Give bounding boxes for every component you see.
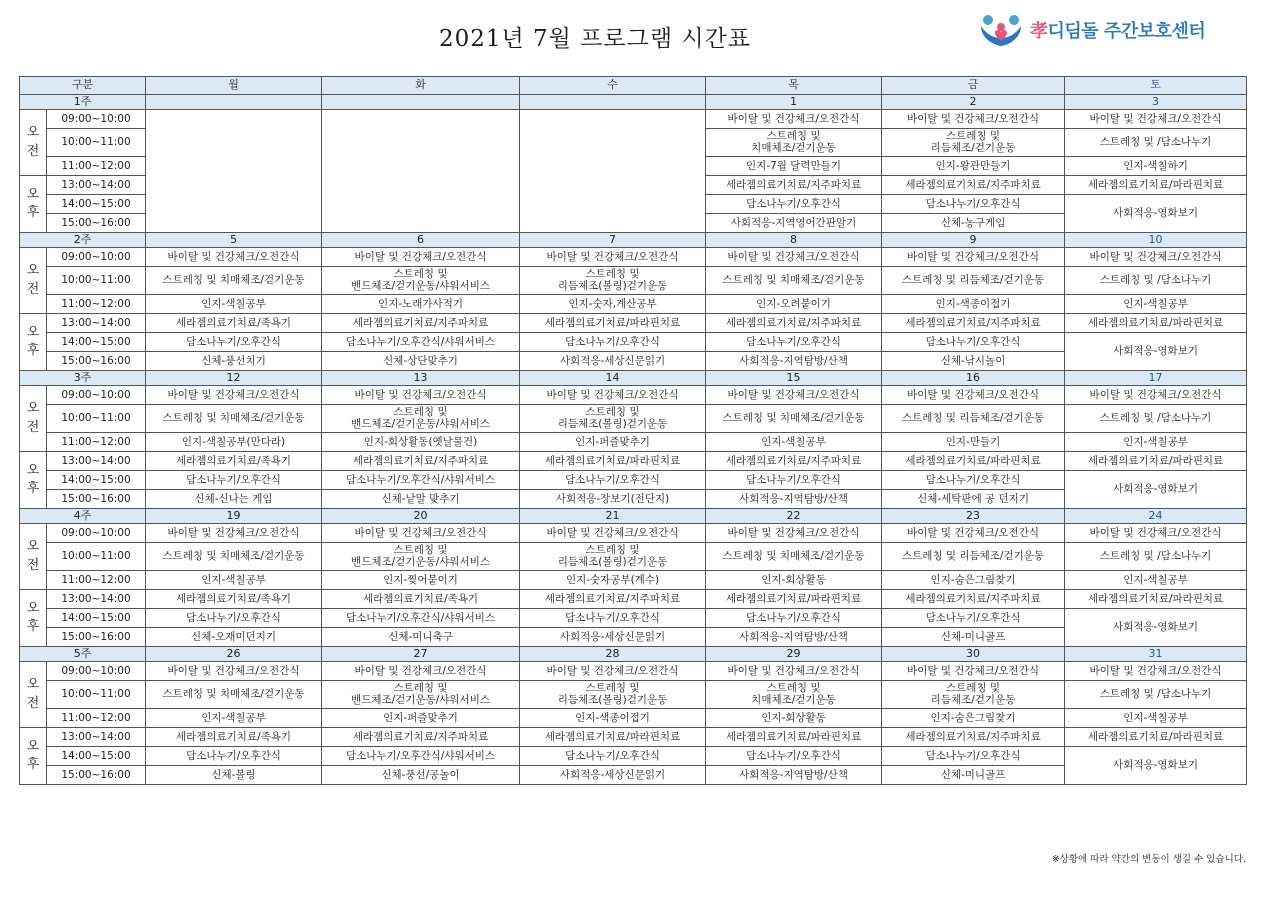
activity-cell: 담소나누기/오후간식 [882,195,1065,214]
week-row [20,371,1247,386]
am-label: 오 전 [20,248,47,314]
week-row [20,95,1247,110]
slot-row [20,590,1247,609]
header-day: 수 [520,77,706,95]
activity-cell: 인지-숨은그림찾기 [882,709,1065,728]
activity-cell: 인지-왕관만들기 [882,157,1065,176]
pm-label: 오 후 [20,590,47,647]
slot-row [20,709,1247,728]
time-slot: 15:00~16:00 [47,766,146,785]
time-slot: 13:00~14:00 [47,728,146,747]
activity-cell: 사회적응-영화보기 [1065,195,1247,233]
activity-cell: 세라젬의료기치료/지주파치료 [882,176,1065,195]
time-slot: 10:00~11:00 [47,267,146,295]
date-cell: 16 [882,371,1065,386]
activity-cell: 바이탈 및 건강체크/오전간식 [520,386,706,405]
header-day: 금 [882,77,1065,95]
time-slot: 15:00~16:00 [47,628,146,647]
activity-cell: 바이탈 및 건강체크/오전간식 [706,662,882,681]
week-label: 2주 [20,233,146,248]
activity-cell: 신체-낚시놀이 [882,352,1065,371]
activity-cell: 스트레칭 및 치매체조/걷기운동 [146,405,322,433]
activity-cell: 사회적응-장보기(전단지) [520,490,706,509]
slot-row [20,543,1247,571]
family-heart-icon [978,13,1024,47]
activity-cell: 바이탈 및 건강체크/오전간식 [146,662,322,681]
activity-cell: 바이탈 및 건강체크/오전간식 [706,524,882,543]
activity-cell: 신체-농구게임 [882,214,1065,233]
time-slot: 11:00~12:00 [47,433,146,452]
activity-cell: 인지-회상활동(옛날물건) [322,433,520,452]
activity-cell: 세라젬의료기치료/파라핀치료 [706,590,882,609]
activity-cell: 스트레칭 및 밴드체조/걷기운동/샤워서비스 [322,267,520,295]
activity-cell: 신체-낱말 맞추기 [322,490,520,509]
empty-cell [146,110,322,233]
activity-cell: 담소나누기/오후간식 [520,609,706,628]
time-slot: 14:00~15:00 [47,747,146,766]
activity-cell: 세라젬의료기치료/파라핀치료 [1065,314,1247,333]
activity-cell: 바이탈 및 건강체크/오전간식 [520,662,706,681]
activity-cell: 세라젬의료기치료/파라핀치료 [1065,176,1247,195]
activity-cell: 바이탈 및 건강체크/오전간식 [322,524,520,543]
slot-row [20,471,1247,490]
activity-cell: 스트레칭 및 치매체조/걷기운동 [706,129,882,157]
activity-cell: 담소나누기/오후간식/샤워서비스 [322,333,520,352]
activity-cell: 스트레칭 및 리듬체조(볼링)걷기운동 [520,543,706,571]
activity-cell: 스트레칭 및 치매체조/걷기운동 [706,681,882,709]
activity-cell: 인지-7월 달력만들기 [706,157,882,176]
activity-cell: 바이탈 및 건강체크/오전간식 [322,386,520,405]
date-cell: 17 [1065,371,1247,386]
am-label: 오 전 [20,524,47,590]
activity-cell: 스트레칭 및 치매체조/걷기운동 [706,405,882,433]
activity-cell: 바이탈 및 건강체크/오전간식 [520,524,706,543]
date-cell: 3 [1065,95,1247,110]
week-row [20,233,1247,248]
header-day: 월 [146,77,322,95]
time-slot: 14:00~15:00 [47,609,146,628]
time-slot: 11:00~12:00 [47,295,146,314]
date-cell: 30 [882,647,1065,662]
activity-cell: 사회적응-영화보기 [1065,609,1247,647]
activity-cell: 스트레칭 및 리듬체조/걷기운동 [882,129,1065,157]
activity-cell: 인지-회상활동 [706,709,882,728]
activity-cell: 인지-색칠공부 [1065,709,1247,728]
activity-cell: 신체-오재미던지기 [146,628,322,647]
activity-cell: 바이탈 및 건강체크/오전간식 [706,386,882,405]
activity-cell: 신체-볼링 [146,766,322,785]
activity-cell: 담소나누기/오후간식 [882,471,1065,490]
activity-cell: 인지-회상활동 [706,571,882,590]
activity-cell: 세라젬의료기치료/파라핀치료 [1065,590,1247,609]
time-slot: 13:00~14:00 [47,590,146,609]
activity-cell: 스트레칭 및 리듬체조/걷기운동 [882,405,1065,433]
am-label: 오 전 [20,110,47,176]
logo-hyo-char: 孝 [1030,21,1048,42]
activity-cell: 바이탈 및 건강체크/오전간식 [882,524,1065,543]
date-cell: 12 [146,371,322,386]
pm-label: 오 후 [20,728,47,785]
activity-cell: 세라젬의료기치료/족욕기 [146,452,322,471]
slot-row [20,452,1247,471]
date-cell: 24 [1065,509,1247,524]
activity-cell: 바이탈 및 건강체크/오전간식 [146,386,322,405]
activity-cell: 바이탈 및 건강체크/오전간식 [882,248,1065,267]
empty-cell [322,110,520,233]
slot-row [20,662,1247,681]
activity-cell: 세라젬의료기치료/파라핀치료 [1065,728,1247,747]
activity-cell: 바이탈 및 건강체크/오전간식 [1065,386,1247,405]
activity-cell: 바이탈 및 건강체크/오전간식 [520,248,706,267]
activity-cell: 스트레칭 및 치매체조/걷기운동 [706,267,882,295]
activity-cell: 인지-오려붙이기 [706,295,882,314]
slot-row [20,248,1247,267]
time-slot: 09:00~10:00 [47,662,146,681]
slot-row [20,110,1247,129]
activity-cell: 인지-숨은그림찾기 [882,571,1065,590]
time-slot: 09:00~10:00 [47,524,146,543]
activity-cell: 담소나누기/오후간식/샤워서비스 [322,747,520,766]
header-day: 화 [322,77,520,95]
activity-cell: 스트레칭 및 /담소나누기 [1065,405,1247,433]
time-slot: 10:00~11:00 [47,681,146,709]
activity-cell: 스트레칭 및 /담소나누기 [1065,129,1247,157]
activity-cell: 세라젬의료기치료/지주파치료 [322,452,520,471]
date-cell [146,95,322,110]
date-cell: 23 [882,509,1065,524]
activity-cell: 세라젬의료기치료/지주파치료 [882,728,1065,747]
activity-cell: 바이탈 및 건강체크/오전간식 [322,662,520,681]
activity-cell: 스트레칭 및 리듬체조/걷기운동 [882,543,1065,571]
activity-cell: 스트레칭 및 리듬체조/걷기운동 [882,267,1065,295]
activity-cell: 세라젬의료기치료/족욕기 [146,590,322,609]
date-cell: 1 [706,95,882,110]
activity-cell: 사회적응-지역영어간판알기 [706,214,882,233]
week-label: 4주 [20,509,146,524]
activity-cell: 담소나누기/오후간식 [146,471,322,490]
activity-cell: 세라젬의료기치료/지주파치료 [882,314,1065,333]
time-slot: 09:00~10:00 [47,110,146,129]
activity-cell: 바이탈 및 건강체크/오전간식 [882,110,1065,129]
header-day: 목 [706,77,882,95]
date-cell: 19 [146,509,322,524]
activity-cell: 인지-숫자공부(계수) [520,571,706,590]
activity-cell: 담소나누기/오후간식 [706,471,882,490]
activity-cell: 세라젬의료기치료/지주파치료 [882,590,1065,609]
activity-cell: 스트레칭 및 리듬체조(볼링)걷기운동 [520,405,706,433]
activity-cell: 담소나누기/오후간식 [146,333,322,352]
activity-cell: 인지-퍼즐맞추기 [520,433,706,452]
activity-cell: 담소나누기/오후간식 [706,747,882,766]
activity-cell: 사회적응-지역탐방/산책 [706,352,882,371]
slot-row [20,747,1247,766]
slot-row [20,728,1247,747]
activity-cell: 신체-미니축구 [322,628,520,647]
slot-row [20,681,1247,709]
activity-cell: 세라젬의료기치료/지주파치료 [706,314,882,333]
schedule-table [19,76,1247,785]
slot-row [20,333,1247,352]
date-cell: 31 [1065,647,1247,662]
activity-cell: 스트레칭 및 치매체조/걷기운동 [146,267,322,295]
activity-cell: 스트레칭 및 /담소나누기 [1065,267,1247,295]
activity-cell: 인지-색칠공부 [146,295,322,314]
center-logo [978,10,1258,50]
slot-row [20,352,1247,371]
activity-cell: 스트레칭 및 밴드체조/걷기운동/샤워서비스 [322,681,520,709]
activity-cell: 담소나누기/오후간식 [520,747,706,766]
slot-row [20,524,1247,543]
date-cell: 20 [322,509,520,524]
time-slot: 13:00~14:00 [47,176,146,195]
activity-cell: 담소나누기/오후간식 [520,333,706,352]
activity-cell: 인지-색칠하기 [1065,157,1247,176]
slot-row [20,405,1247,433]
date-cell: 14 [520,371,706,386]
date-cell: 21 [520,509,706,524]
activity-cell: 신체-미니골프 [882,766,1065,785]
activity-cell: 바이탈 및 건강체크/오전간식 [1065,110,1247,129]
week-row [20,647,1247,662]
activity-cell: 인지-색칠공부 [1065,433,1247,452]
activity-cell: 담소나누기/오후간식/샤워서비스 [322,609,520,628]
slot-row [20,267,1247,295]
activity-cell: 인지-숫자,계산공부 [520,295,706,314]
activity-cell: 인지-퍼즐맞추기 [322,709,520,728]
activity-cell: 담소나누기/오후간식 [146,747,322,766]
date-cell: 29 [706,647,882,662]
activity-cell: 담소나누기/오후간식 [882,747,1065,766]
activity-cell: 신체-신나는 게임 [146,490,322,509]
slot-row [20,490,1247,509]
time-slot: 15:00~16:00 [47,352,146,371]
activity-cell: 담소나누기/오후간식 [882,609,1065,628]
header-row [20,77,1247,95]
time-slot: 13:00~14:00 [47,314,146,333]
activity-cell: 스트레칭 및 밴드체조/걷기운동/샤워서비스 [322,405,520,433]
date-cell: 2 [882,95,1065,110]
activity-cell: 사회적응-영화보기 [1065,747,1247,785]
date-cell: 5 [146,233,322,248]
activity-cell: 스트레칭 및 밴드체조/걷기운동/샤워서비스 [322,543,520,571]
week-row [20,509,1247,524]
activity-cell: 신체-풍선/공놀이 [322,766,520,785]
activity-cell: 사회적응-세상신문읽기 [520,766,706,785]
activity-cell: 스트레칭 및 치매체조/걷기운동 [146,543,322,571]
time-slot: 11:00~12:00 [47,709,146,728]
activity-cell: 바이탈 및 건강체크/오전간식 [882,386,1065,405]
activity-cell: 세라젬의료기치료/지주파치료 [520,590,706,609]
activity-cell: 신체-상단맞추기 [322,352,520,371]
activity-cell: 인지-색칠공부 [146,709,322,728]
activity-cell: 스트레칭 및 /담소나누기 [1065,681,1247,709]
activity-cell: 바이탈 및 건강체크/오전간식 [706,110,882,129]
activity-cell: 세라젬의료기치료/파라핀치료 [882,452,1065,471]
activity-cell: 세라젬의료기치료/파라핀치료 [520,452,706,471]
header-gubun: 구분 [20,77,146,95]
activity-cell: 인지-색종이접기 [882,295,1065,314]
date-cell [322,95,520,110]
page-title: 2021년 7월 프로그램 시간표 [438,26,752,52]
time-slot: 11:00~12:00 [47,157,146,176]
pm-label: 오 후 [20,452,47,509]
activity-cell: 스트레칭 및 리듬체조(볼링)걷기운동 [520,267,706,295]
empty-cell [520,110,706,233]
activity-cell: 담소나누기/오후간식 [706,333,882,352]
activity-cell: 인지-만들기 [882,433,1065,452]
activity-cell: 세라젬의료기치료/족욕기 [146,314,322,333]
activity-cell: 사회적응-영화보기 [1065,471,1247,509]
activity-cell: 스트레칭 및 치매체조/걷기운동 [146,681,322,709]
pm-label: 오 후 [20,176,47,233]
time-slot: 13:00~14:00 [47,452,146,471]
activity-cell: 세라젬의료기치료/파라핀치료 [1065,452,1247,471]
slot-row [20,628,1247,647]
time-slot: 14:00~15:00 [47,333,146,352]
activity-cell: 신체-풍선치기 [146,352,322,371]
slot-row [20,314,1247,333]
logo-text [1030,17,1205,43]
week-label: 3주 [20,371,146,386]
slot-row [20,609,1247,628]
activity-cell: 바이탈 및 건강체크/오전간식 [1065,248,1247,267]
date-cell: 8 [706,233,882,248]
am-label: 오 전 [20,386,47,452]
activity-cell: 담소나누기/오후간식/샤워서비스 [322,471,520,490]
activity-cell: 담소나누기/오후간식 [520,471,706,490]
activity-cell: 바이탈 및 건강체크/오전간식 [146,524,322,543]
date-cell: 10 [1065,233,1247,248]
activity-cell: 사회적응-지역탐방/산책 [706,766,882,785]
time-slot: 10:00~11:00 [47,405,146,433]
activity-cell: 세라젬의료기치료/파라핀치료 [520,314,706,333]
activity-cell: 바이탈 및 건강체크/오전간식 [882,662,1065,681]
activity-cell: 신체-세탁판에 공 던지기 [882,490,1065,509]
activity-cell: 바이탈 및 건강체크/오전간식 [322,248,520,267]
time-slot: 15:00~16:00 [47,490,146,509]
date-cell: 7 [520,233,706,248]
activity-cell: 담소나누기/오후간식 [146,609,322,628]
activity-cell: 세라젬의료기치료/지주파치료 [322,728,520,747]
activity-cell: 스트레칭 및 리듬체조(볼링)걷기운동 [520,681,706,709]
activity-cell: 세라젬의료기치료/지주파치료 [706,176,882,195]
activity-cell: 인지-색칠공부(만다라) [146,433,322,452]
activity-cell: 바이탈 및 건강체크/오전간식 [146,248,322,267]
activity-cell: 바이탈 및 건강체크/오전간식 [1065,662,1247,681]
activity-cell: 인지-색종이접기 [520,709,706,728]
date-cell: 13 [322,371,520,386]
pm-label: 오 후 [20,314,47,371]
activity-cell: 스트레칭 및 리듬체조/걷기운동 [882,681,1065,709]
am-label: 오 전 [20,662,47,728]
slot-row [20,766,1247,785]
activity-cell: 세라젬의료기치료/지주파치료 [322,314,520,333]
activity-cell: 사회적응-세상신문읽기 [520,628,706,647]
slot-row [20,433,1247,452]
activity-cell: 세라젬의료기치료/족욕기 [146,728,322,747]
header-day: 토 [1065,77,1247,95]
activity-cell: 인지-찢어붙이기 [322,571,520,590]
date-cell: 6 [322,233,520,248]
activity-cell: 세라젬의료기치료/족욕기 [322,590,520,609]
time-slot: 09:00~10:00 [47,386,146,405]
week-label: 5주 [20,647,146,662]
date-cell: 28 [520,647,706,662]
activity-cell: 바이탈 및 건강체크/오전간식 [706,248,882,267]
time-slot: 09:00~10:00 [47,248,146,267]
activity-cell: 담소나누기/오후간식 [706,609,882,628]
activity-cell: 담소나누기/오후간식 [706,195,882,214]
activity-cell: 인지-색칠공부 [706,433,882,452]
activity-cell: 세라젬의료기치료/파라핀치료 [520,728,706,747]
activity-cell: 바이탈 및 건강체크/오전간식 [1065,524,1247,543]
time-slot: 15:00~16:00 [47,214,146,233]
time-slot: 10:00~11:00 [47,129,146,157]
activity-cell: 담소나누기/오후간식 [882,333,1065,352]
activity-cell: 인지-색칠공부 [1065,295,1247,314]
slot-row [20,295,1247,314]
slot-row [20,386,1247,405]
activity-cell: 세라젬의료기치료/파라핀치료 [706,728,882,747]
time-slot: 11:00~12:00 [47,571,146,590]
date-cell: 22 [706,509,882,524]
activity-cell: 사회적응-지역탐방/산책 [706,490,882,509]
activity-cell: 사회적응-지역탐방/산책 [706,628,882,647]
slot-row [20,571,1247,590]
activity-cell: 사회적응-세상신문읽기 [520,352,706,371]
date-cell: 9 [882,233,1065,248]
time-slot: 14:00~15:00 [47,471,146,490]
date-cell: 15 [706,371,882,386]
activity-cell: 스트레칭 및 /담소나누기 [1065,543,1247,571]
activity-cell: 사회적응-영화보기 [1065,333,1247,371]
activity-cell: 인지-색칠공부 [146,571,322,590]
time-slot: 14:00~15:00 [47,195,146,214]
activity-cell: 세라젬의료기치료/지주파치료 [706,452,882,471]
activity-cell: 인지-색칠공부 [1065,571,1247,590]
activity-cell: 인지-노래가사적기 [322,295,520,314]
footnote: ※상황에 따라 약간의 변동이 생길 수 있습니다. [1051,854,1246,865]
date-cell [520,95,706,110]
activity-cell: 신체-미니골프 [882,628,1065,647]
logo-center-name: 디딤돌 주간보호센터 [1047,21,1206,42]
date-cell: 26 [146,647,322,662]
activity-cell: 스트레칭 및 치매체조/걷기운동 [706,543,882,571]
week-label: 1주 [20,95,146,110]
time-slot: 10:00~11:00 [47,543,146,571]
date-cell: 27 [322,647,520,662]
